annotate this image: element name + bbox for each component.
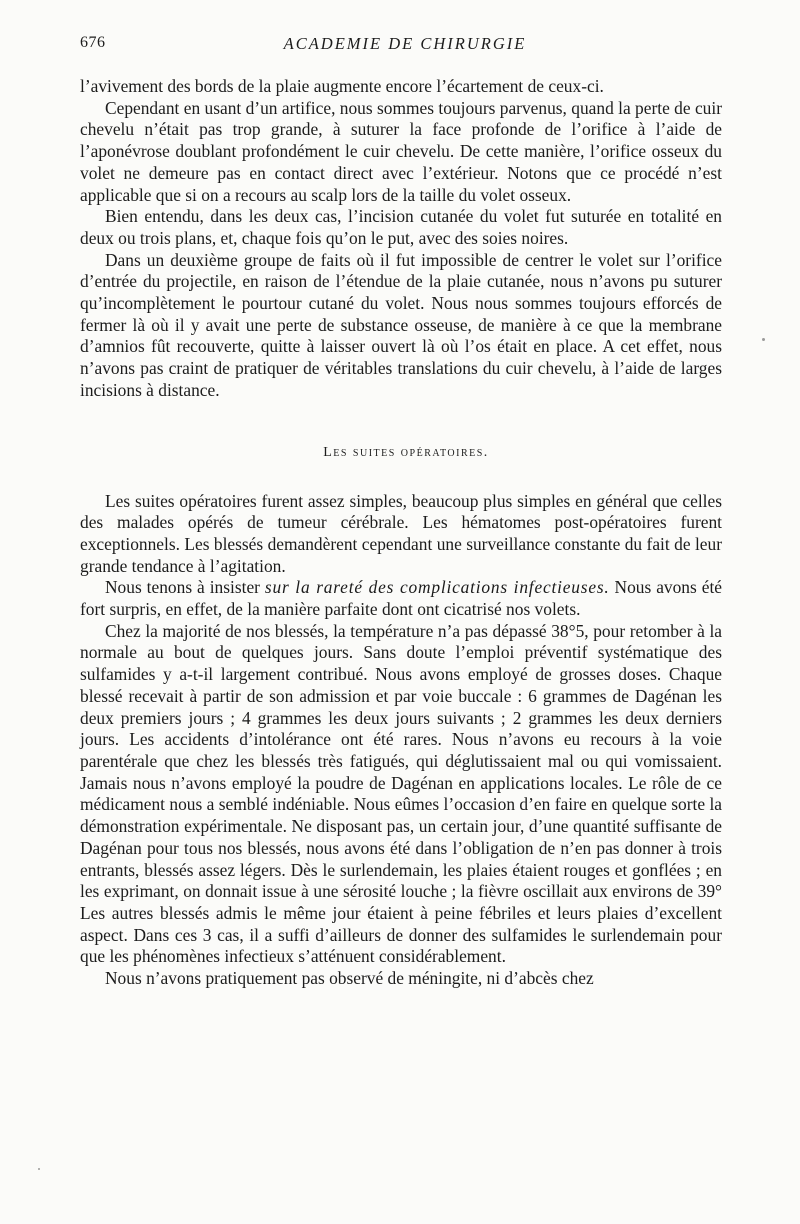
margin-speck [762,338,765,341]
emphasized-text: sur la rareté des complications infectieuses. [264,577,610,598]
page-number: 676 [80,34,106,51]
paragraph-text: Nous avons été fort surpris, en effet, de la manière parfaite dont ont cicatrisé nos volets. [80,577,723,620]
paragraph: Chez la majorité de nos blessés, la température n’a pas dépassé 38°5, pour retomber à la normale au bout de quelques jours. Sans doute l’emploi préventif systématique des sulfamides y a-t-il largement contribué. Nous avons employé de grosses doses. Chaque blessé recevait à partir de son admission et par voie buccale : 6 grammes de Dagénan les deux premiers jours ; 4 grammes les deux jours suivants ; 2 grammes les deux derniers jours. Les accidents d’intolérance ont été rares. Nous n’avons eu recours à la voie parentérale que chez les blessés très fatigués, qui déglutissaient mal ou qui vomissaient. Jamais nous n’avons employé la poudre de Dagénan en applications locales. Le rôle de ce médicament nous a semblé indéniable. Nous eûmes l’occasion d’en faire en quelque sorte la démonstration expérimentale. Ne disposant pas, un certain jour, d’une quantité suffisante de Dagénan pour tous nos blessés, nous avons été dans l’obligation de n’en pas donner à trois entrants, blessés assez légers. Dès le surlendemain, les plaies étaient rouges et gonflées ; en les exprimant, on donnait issue à une sérosité louche ; la fièvre oscillait aux environs de 39° Les autres blessés admis le même jour étaient à peine fébriles et leurs plaies d’excellent aspect. Dans ces 3 cas, il a suffi d’ailleurs de donner des sulfamides le surlendemain pour que les phénomènes infectieux s’atténuent considérablement. [80,620,722,967]
paragraph: Bien entendu, dans les deux cas, l’incision cutanée du volet fut suturée en totalité en deux ou trois plans, et, chaque fois qu’on le put, avec des soies noires. [80,206,722,248]
paragraph-continued: l’avivement des bords de la plaie augmente encore l’écartement de ceux-ci. [80,76,604,96]
margin-speck [38,1168,40,1170]
paragraph: Dans un deuxième groupe de faits où il fut impossible de centrer le volet sur l’orifice d’entrée du projectile, en raison de l’étendue de la plaie cutanée, nous n’avons pu suturer qu’incomplètement le pourtour cutané du volet. Nous nous sommes toujours efforcés de fermer là où il y avait une perte de substance osseuse, de manière à ce que la membrane d’amnios fût recouverte, quitte à laisser ouvert là où l’os était en place. A cet effet, nous n’avons pas craint de pratiquer de véritables translations du cuir chevelu, à l’aide de larges incisions à distance. [80,249,722,400]
paragraph-text: Nous tenons à insister [105,577,265,598]
paragraph-with-emphasis [80,577,722,620]
page-header [80,34,722,62]
running-title: ACADEMIE DE CHIRURGIE [283,34,527,53]
section-heading [80,445,722,461]
paragraph: Cependant en usant d’un artifice, nous sommes toujours parvenus, quand la perte de cuir chevelu n’était pas trop grande, à suturer la face profonde de l’orifice à l’aide de l’aponévrose doublant profondément le cuir chevelu. De cette manière, l’orifice osseux du volet ne demeure pas en contact direct avec l’extérieur. Notons que ce procédé n’est applicable que si on a recours au scalp lors de la taille du volet osseux. [80,97,722,205]
paragraph: Nous n’avons pratiquement pas observé de méningite, ni d’abcès chez [105,968,594,989]
paragraph: Les suites opératoires furent assez simples, beaucoup plus simples en général que celles des malades opérés de tumeur cérébrale. Les hématomes post-opératoires furent exceptionnels. Les blessés demandèrent cependant une surveillance constante du fait de leur grande tendance à l’agitation. [80,490,722,576]
body-text [80,76,722,990]
section-heading-text: Les suites opératoires. [323,444,489,460]
